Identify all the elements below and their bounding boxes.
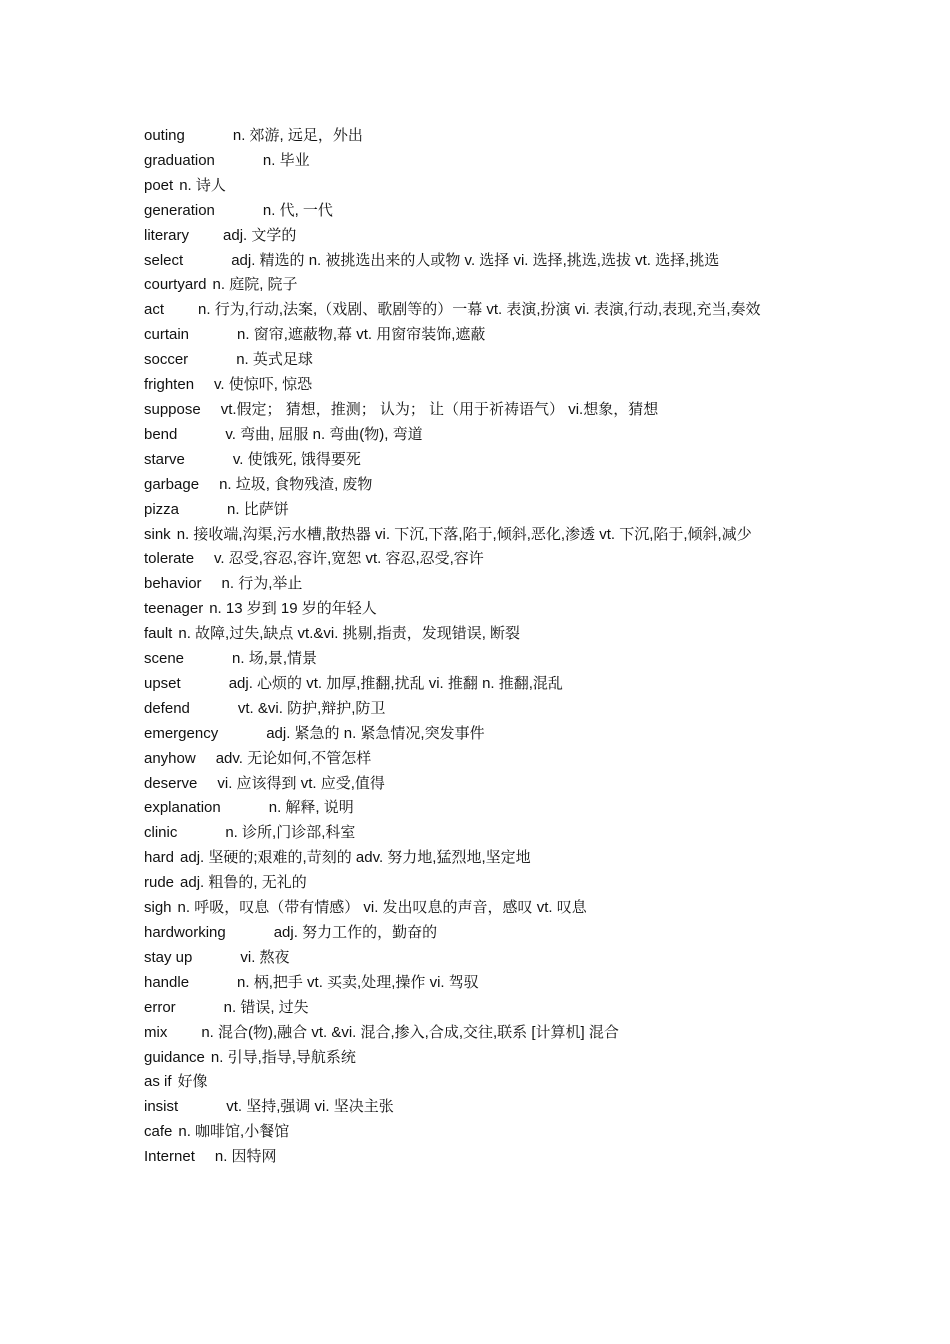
vocab-definition: v. 忍受,容忍,容许,宽恕 vt. 容忍,忍受,容许 <box>214 550 484 568</box>
vocab-definition: n. 错误, 过失 <box>223 998 309 1016</box>
vocab-entry <box>144 772 814 797</box>
vocab-definition: n. 场,景,情景 <box>232 650 318 668</box>
vocab-definition: v. 弯曲, 屈服 n. 弯曲(物), 弯道 <box>225 425 423 443</box>
vocab-entry <box>144 1021 814 1046</box>
vocab-word: upset <box>144 674 181 692</box>
vocab-entry <box>144 224 814 249</box>
vocab-entry <box>144 672 814 697</box>
vocab-definition: n. 毕业 <box>262 151 310 169</box>
vocab-entry <box>144 597 814 622</box>
vocab-word: Internet <box>144 1148 195 1166</box>
vocab-word: clinic <box>144 824 178 842</box>
vocab-entry <box>144 896 814 921</box>
vocab-word: explanation <box>144 799 221 817</box>
vocab-entry <box>144 149 814 174</box>
vocab-definition: adj. 心烦的 vt. 加厚,推翻,扰乱 vi. 推翻 n. 推翻,混乱 <box>228 674 563 692</box>
vocab-word: graduation <box>144 151 215 169</box>
vocab-word: pizza <box>144 500 180 518</box>
vocab-entry <box>144 373 814 398</box>
vocab-word: frighten <box>144 376 195 394</box>
vocab-entry <box>144 572 814 597</box>
vocab-word: error <box>144 998 176 1016</box>
vocab-definition: n. 故障,过失,缺点 vt.&vi. 挑剔,指责，发现错误, 断裂 <box>178 625 521 643</box>
vocab-definition: 好像 <box>177 1073 208 1091</box>
vocab-word: emergency <box>144 724 219 742</box>
vocab-definition: v. 使饿死, 饿得要死 <box>232 450 361 468</box>
vocab-word: tolerate <box>144 550 195 568</box>
vocab-definition: adj. 文学的 <box>223 226 297 244</box>
vocab-word: poet <box>144 176 174 194</box>
vocab-word: select <box>144 251 184 269</box>
vocab-entry <box>144 622 814 647</box>
vocab-entry <box>144 1095 814 1120</box>
vocab-definition: n. 行为,举止 <box>221 575 303 593</box>
vocab-word: starve <box>144 450 185 468</box>
vocab-word: anyhow <box>144 749 196 767</box>
vocab-definition: v. 使惊吓, 惊恐 <box>214 376 313 394</box>
vocab-word: bend <box>144 425 178 443</box>
vocab-definition: vt. &vi. 防护,辩护,防卫 <box>237 699 386 717</box>
vocab-word: act <box>144 301 165 319</box>
vocab-word: defend <box>144 699 190 717</box>
vocab-definition: n. 代, 一代 <box>262 201 333 219</box>
vocab-word: scene <box>144 650 185 668</box>
vocab-word: soccer <box>144 351 189 369</box>
vocab-word: curtain <box>144 326 190 344</box>
vocab-definition: n. 行为,行动,法案,（戏剧、歌剧等的）一幕 vt. 表演,扮演 vi. 表演,行动,表现,充当,奏效 <box>198 301 761 319</box>
vocab-definition: vi. 应该得到 vt. 应受,值得 <box>217 774 385 792</box>
vocab-entry <box>144 398 814 423</box>
vocab-definition: n. 郊游, 远足，外出 <box>232 127 363 144</box>
vocab-entry <box>144 124 814 149</box>
vocab-definition: n. 垃圾, 食物残渣, 废物 <box>219 475 373 493</box>
vocab-word: deserve <box>144 774 198 792</box>
vocab-entry <box>144 473 814 498</box>
vocab-word: stay up <box>144 948 193 966</box>
vocab-word: literary <box>144 226 190 244</box>
vocab-entry <box>144 871 814 896</box>
vocab-definition: n. 混合(物),融合 vt. &vi. 混合,掺入,合成,交往,联系 [计算机] 混合 <box>201 1023 619 1041</box>
vocab-definition: n. 诗人 <box>179 176 226 194</box>
vocab-definition: n. 诊所,门诊部,科室 <box>225 824 356 842</box>
vocab-definition: n. 柄,把手 vt. 买卖,处理,操作 vi. 驾驭 <box>237 973 479 991</box>
vocab-definition: adj. 精选的 n. 被挑选出来的人或物 v. 选择 vi. 选择,挑选,选拔 vt. 选择,挑选 <box>231 251 720 269</box>
vocab-entry <box>144 722 814 747</box>
vocab-word: insist <box>144 1098 179 1116</box>
vocab-entry <box>144 1046 814 1071</box>
vocab-definition: n. 窗帘,遮蔽物,幕 vt. 用窗帘装饰,遮蔽 <box>237 326 486 344</box>
vocab-entry <box>144 1070 814 1095</box>
vocab-definition: vt.假定； 猜想，推测； 认为； 让（用于祈祷语气） vi.想象，猜想 <box>220 400 659 418</box>
vocab-definition: n. 因特网 <box>214 1148 277 1166</box>
vocab-definition: adj. 努力工作的，勤奋的 <box>273 924 438 941</box>
vocab-entry <box>144 971 814 996</box>
vocab-entry <box>144 747 814 772</box>
vocab-entry <box>144 423 814 448</box>
vocab-entry <box>144 1120 814 1145</box>
vocab-word: outing <box>144 127 185 144</box>
vocab-word: rude <box>144 874 175 892</box>
vocab-entry <box>144 796 814 821</box>
vocab-definition: n. 13 岁到 19 岁的年轻人 <box>209 600 377 618</box>
vocab-word: as if <box>144 1073 172 1091</box>
vocab-entry <box>144 498 814 523</box>
vocab-definition: n. 接收端,沟渠,污水槽,散热器 vi. 下沉,下落,陷于,倾斜,恶化,渗透 vt. 下沉,陷于,倾斜,减少 <box>176 525 752 543</box>
vocab-definition: n. 庭院, 院子 <box>212 276 298 294</box>
vocab-definition: adj. 紧急的 n. 紧急情况,突发事件 <box>266 724 485 742</box>
vocab-word: mix <box>144 1023 168 1041</box>
vocab-word: generation <box>144 201 215 219</box>
vocab-word: hard <box>144 849 175 867</box>
vocab-definition: n. 解释, 说明 <box>268 799 354 817</box>
vocab-entry <box>144 249 814 274</box>
vocab-entry <box>144 996 814 1021</box>
vocab-entry <box>144 174 814 199</box>
vocab-entry <box>144 523 814 548</box>
vocab-word: sigh <box>144 899 172 917</box>
vocab-entry <box>144 348 814 373</box>
vocab-entry <box>144 697 814 722</box>
vocab-definition: n. 咖啡馆,小餐馆 <box>178 1123 290 1141</box>
vocab-entry <box>144 448 814 473</box>
vocab-definition: n. 比萨饼 <box>227 500 289 518</box>
vocab-word: cafe <box>144 1123 173 1141</box>
vocab-word: suppose <box>144 400 201 418</box>
vocab-definition: n. 呼吸，叹息（带有情感） vi. 发出叹息的声音，感叹 vt. 叹息 <box>177 899 587 917</box>
vocab-entry <box>144 273 814 298</box>
vocab-word: garbage <box>144 475 200 493</box>
vocabulary-list <box>144 124 814 1170</box>
vocab-entry <box>144 921 814 946</box>
vocab-word: hardworking <box>144 924 226 941</box>
vocab-definition: adv. 无论如何,不管怎样 <box>215 749 372 767</box>
vocab-entry <box>144 821 814 846</box>
vocab-entry <box>144 547 814 572</box>
vocab-entry <box>144 1145 814 1170</box>
vocab-definition: adj. 粗鲁的, 无礼的 <box>180 874 307 892</box>
vocab-entry <box>144 199 814 224</box>
vocab-word: teenager <box>144 600 204 618</box>
vocab-definition: adj. 坚硬的;艰难的,苛刻的 adv. 努力地,猛烈地,坚定地 <box>180 849 531 867</box>
vocab-definition: n. 引导,指导,导航系统 <box>210 1048 356 1066</box>
vocab-word: behavior <box>144 575 202 593</box>
vocab-entry <box>144 846 814 871</box>
vocab-word: guidance <box>144 1048 205 1066</box>
vocab-word: courtyard <box>144 276 207 294</box>
vocab-word: sink <box>144 525 171 543</box>
vocab-word: fault <box>144 625 173 643</box>
vocab-definition: vt. 坚持,强调 vi. 坚决主张 <box>226 1098 394 1116</box>
vocab-word: handle <box>144 973 190 991</box>
vocab-entry <box>144 298 814 323</box>
vocab-entry <box>144 323 814 348</box>
vocab-entry <box>144 946 814 971</box>
vocab-entry <box>144 647 814 672</box>
vocab-definition: n. 英式足球 <box>236 351 313 369</box>
vocab-definition: vi. 熬夜 <box>240 948 290 966</box>
